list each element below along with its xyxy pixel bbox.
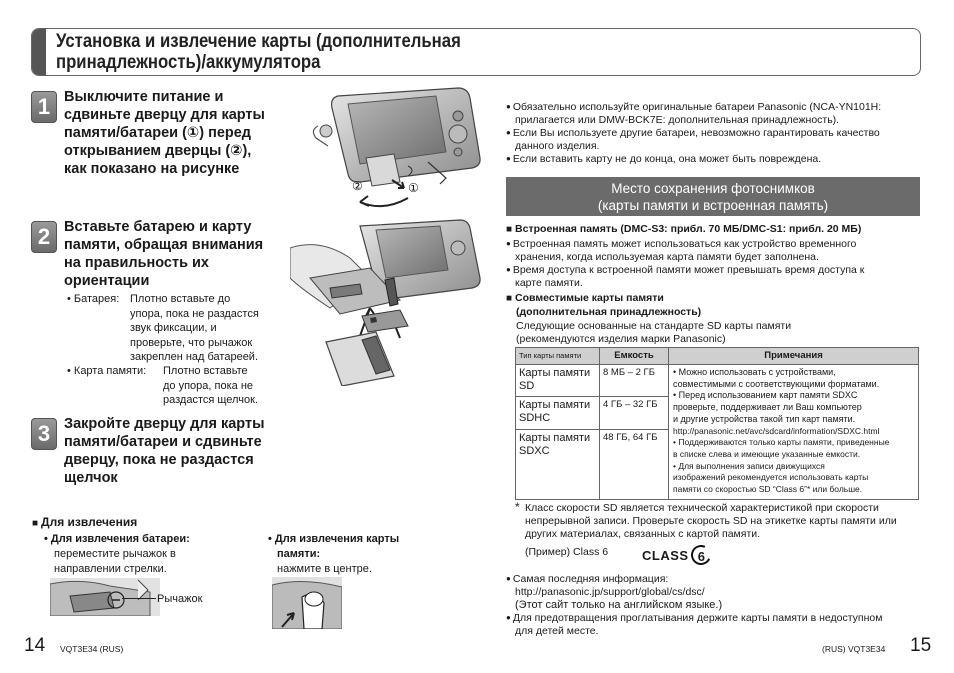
compatible-cards-intro-line: (рекомендуются изделия марки Panasonic) bbox=[516, 333, 726, 345]
table-cell-type bbox=[516, 365, 600, 397]
swallow-warning bbox=[506, 612, 882, 638]
table-header-capacity: Емкость bbox=[600, 348, 669, 365]
battery-instruction-line: Плотно вставьте до bbox=[130, 293, 231, 305]
battery-note-line: прилагается или DMW-BCK7E: дополнительная принадлежность). bbox=[515, 114, 840, 126]
step-1-line: открыванием дверцы (②), bbox=[64, 143, 252, 159]
table-cell-capacity: 48 ГБ, 64 ГБ bbox=[600, 429, 669, 499]
compatible-cards-intro bbox=[516, 320, 791, 346]
battery-removal-line: направлении стрелки. bbox=[54, 562, 167, 575]
title-accent-bar bbox=[32, 29, 46, 75]
step-2-line: памяти, обращая внимания bbox=[64, 237, 264, 253]
table-header-type: Тип карты памяти bbox=[516, 348, 600, 365]
footnote-line: непрерывной записи. Проверьте скорость SD на этикетке карты памяти или bbox=[525, 515, 897, 527]
step-1-badge: 1 bbox=[31, 91, 57, 123]
note-line: и другие устройства такой тип карт памяти. bbox=[673, 413, 856, 424]
builtin-memory-notes bbox=[506, 238, 926, 290]
swallow-warning-line: ● Для предотвращения проглатывания держите карты памяти в недоступном bbox=[506, 612, 882, 625]
note-line: в списке слева и имеющие указанные емкости. bbox=[673, 448, 861, 459]
compatible-cards-heading-line: (дополнительная принадлежность) bbox=[516, 305, 702, 318]
footnote-mark: * bbox=[515, 500, 520, 514]
battery-instructions bbox=[130, 292, 290, 365]
note-line: • Перед использованием карт памяти SDXC bbox=[673, 390, 858, 401]
step-3-line: памяти/батареи и сдвиньте bbox=[64, 434, 262, 450]
step-1-line: как показано на рисунке bbox=[64, 161, 240, 177]
battery-note-item bbox=[506, 127, 926, 153]
step-3-line: щелчок bbox=[64, 470, 118, 486]
support-url[interactable]: http://panasonic.jp/support/global/cs/dsc/ bbox=[515, 586, 705, 598]
step-3-line: дверцу, пока не раздастся bbox=[64, 452, 254, 468]
type-line: SDXC bbox=[519, 444, 550, 457]
section-header-line: Место сохранения фотоснимков bbox=[611, 181, 815, 196]
note-line: • Для выполнения записи движущихся bbox=[673, 460, 825, 471]
door-step-label: ② bbox=[352, 179, 363, 193]
battery-lever-illustration bbox=[50, 578, 160, 616]
step-2-text bbox=[64, 218, 304, 290]
note-line: памяти со скоростью SD “Class 6”* или больше. bbox=[673, 484, 863, 495]
compatible-cards-intro-line: Следующие основанные на стандарте SD карты памяти bbox=[516, 320, 792, 332]
footnote-line: других материалах, связанных с картой памяти. bbox=[525, 528, 761, 540]
right-footer-code: (RUS) VQT3E34 bbox=[822, 644, 886, 654]
page-title-line1: Установка и извлечение карты (дополнительная bbox=[56, 31, 461, 52]
battery-note-line: ● Обязательно используйте оригинальные батареи Panasonic (NCA-YN101H: bbox=[506, 101, 926, 114]
battery-removal-text bbox=[54, 547, 176, 576]
card-removal-text: нажмите в центре. bbox=[277, 563, 372, 575]
card-removal-title bbox=[268, 532, 399, 561]
type-line: Карты памяти bbox=[519, 367, 591, 379]
step-3-badge: 3 bbox=[31, 418, 57, 450]
card-instruction-line: Плотно вставьте bbox=[163, 365, 248, 377]
battery-note-item bbox=[506, 101, 926, 127]
compatible-cards-heading bbox=[506, 292, 701, 319]
type-line: Карты памяти bbox=[519, 431, 591, 444]
table-cell-notes bbox=[669, 365, 919, 500]
table-header-notes: Примечания bbox=[669, 348, 919, 365]
table-cell-capacity: 4 ГБ – 32 ГБ bbox=[600, 397, 669, 429]
battery-notes bbox=[506, 101, 926, 166]
step-1-line: сдвиньте дверцу для карты bbox=[64, 107, 265, 123]
step-1-line: Выключите питание и bbox=[64, 89, 224, 105]
class-logo-number bbox=[688, 542, 714, 568]
step-1-line: памяти/батареи (①) перед bbox=[64, 125, 252, 141]
footnote-text bbox=[525, 502, 925, 541]
card-push-illustration bbox=[272, 577, 342, 629]
step-2-line: на правильность их bbox=[64, 255, 209, 271]
battery-note-line: данного изделия. bbox=[515, 140, 600, 152]
builtin-memory-heading: ■ Встроенная память (DMC-S3: прибл. 70 МБ/DMC-S1: прибл. 20 МБ) bbox=[506, 222, 861, 238]
battery-card-insert-illustration bbox=[290, 218, 490, 386]
card-instructions bbox=[163, 364, 293, 408]
type-line: SDHC bbox=[519, 412, 551, 425]
table-cell-type bbox=[516, 429, 600, 499]
step-3-line: Закройте дверцу для карты bbox=[64, 416, 265, 432]
section-header-line: (карты памяти и встроенная память) bbox=[597, 198, 829, 213]
card-removal-title-line: памяти: bbox=[277, 547, 321, 560]
class-logo-text: CLASS bbox=[642, 547, 689, 563]
card-instruction-line: раздастся щелчок. bbox=[163, 394, 258, 406]
builtin-memory-line: ● Встроенная память может использоваться как устройство временного bbox=[506, 238, 926, 251]
card-label: • Карта памяти: bbox=[67, 365, 147, 377]
note-line: проверьте, поддерживает ли Ваш компьютер bbox=[673, 402, 862, 413]
table-cell-capacity: 8 МБ – 2 ГБ bbox=[600, 365, 669, 397]
table-cell-type bbox=[516, 397, 600, 429]
latest-info bbox=[506, 573, 722, 612]
step-3-text bbox=[64, 415, 304, 487]
left-footer-code: VQT3E34 (RUS) bbox=[60, 644, 124, 654]
right-page-number: 15 bbox=[910, 635, 932, 656]
type-line: SD bbox=[519, 380, 535, 392]
card-type-table bbox=[515, 347, 919, 500]
type-line: Карты памяти bbox=[519, 399, 591, 412]
battery-instruction-line: звук фиксации, и bbox=[130, 322, 217, 334]
class-logo-digit: 6 bbox=[697, 548, 705, 564]
card-removal-title-line: • Для извлечения карты bbox=[268, 533, 400, 545]
camera-door-open-illustration bbox=[308, 86, 488, 214]
step-1-text bbox=[64, 88, 304, 178]
step-2-badge: 2 bbox=[31, 221, 57, 253]
step-2-line: ориентации bbox=[64, 273, 150, 289]
battery-note-line: ● Если вставить карту не до конца, она может быть повреждена. bbox=[506, 153, 926, 166]
lever-label: Рычажок bbox=[157, 593, 203, 605]
battery-label: • Батарея: bbox=[67, 293, 120, 305]
battery-instruction-line: упора, пока не раздастся bbox=[130, 307, 259, 320]
battery-instruction-line: проверьте, что рычажок bbox=[130, 336, 253, 349]
left-page-number: 14 bbox=[24, 635, 46, 656]
slide-step-label: ① bbox=[408, 181, 419, 195]
class6-logo bbox=[642, 544, 711, 566]
removal-heading: ■ Для извлечения bbox=[32, 515, 137, 532]
section-header bbox=[506, 177, 920, 216]
title-banner bbox=[31, 28, 921, 76]
builtin-memory-line: ● Время доступа к встроенной памяти может превышать время доступа к bbox=[506, 264, 926, 277]
footnote-line: Класс скорости SD является технической характеристикой при скорости bbox=[525, 502, 879, 514]
lever-leader-line bbox=[122, 598, 156, 599]
note-line: • Можно использовать с устройствами, bbox=[673, 367, 836, 377]
battery-removal-title: • Для извлечения батареи: bbox=[44, 533, 190, 545]
table-row bbox=[516, 365, 919, 397]
note-line: совместимыми с соответствующими форматами. bbox=[673, 378, 880, 389]
table-header-row bbox=[516, 348, 919, 365]
note-line: • Поддерживаются только карты памяти, приведенные bbox=[673, 437, 890, 448]
page-title-line2: принадлежность)/аккумулятора bbox=[56, 52, 321, 73]
battery-note-line: ● Если Вы используете другие батареи, невозможно гарантировать качество bbox=[506, 127, 926, 140]
builtin-memory-line: карте памяти. bbox=[515, 277, 583, 289]
card-instruction-line: до упора, пока не bbox=[163, 379, 254, 392]
class-example-label: (Пример) Class 6 bbox=[525, 546, 609, 558]
builtin-memory-line: хранения, когда используемая карта памяти будет заполнена. bbox=[515, 251, 819, 263]
battery-removal-line: переместите рычажок в bbox=[54, 548, 176, 560]
step-2-line: Вставьте батарею и карту bbox=[64, 219, 252, 235]
page-title bbox=[56, 31, 584, 73]
compatible-cards-heading-line: ■ Совместимые карты памяти bbox=[506, 292, 701, 306]
note-line: изображений рекомендуется использовать карты bbox=[673, 472, 869, 483]
swallow-warning-line: для детей месте. bbox=[515, 625, 599, 637]
battery-note-item bbox=[506, 153, 926, 166]
latest-info-note: (Этот сайт только на английском языке.) bbox=[515, 599, 723, 611]
sdxc-url[interactable]: http://panasonic.net/avc/sdcard/information/SDXC.html bbox=[673, 425, 880, 436]
latest-info-line: ● Самая последняя информация: bbox=[506, 573, 722, 586]
battery-instruction-line: закреплен над батареей. bbox=[130, 351, 259, 363]
